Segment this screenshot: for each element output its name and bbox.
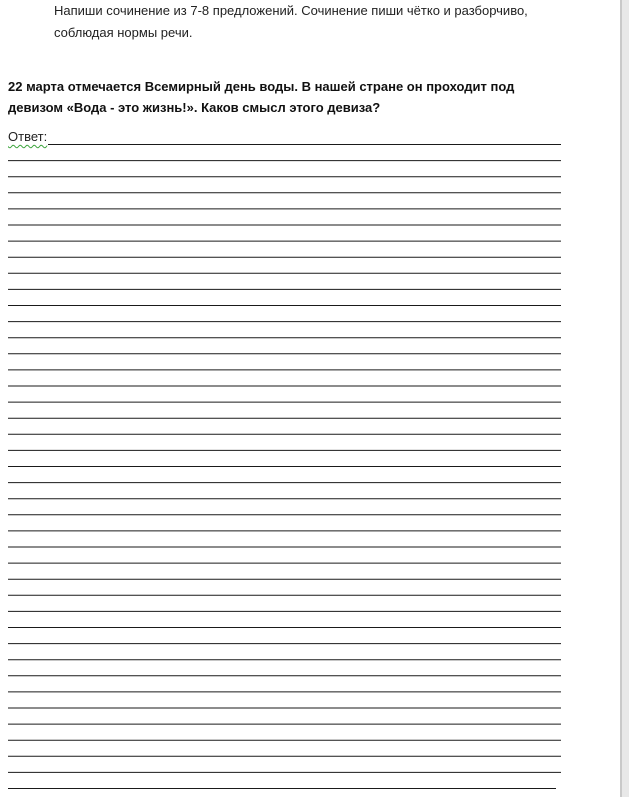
workspace-background — [622, 0, 629, 797]
instruction-text: Напиши сочинение из 7-8 предложений. Сочинение пиши чётко и разборчиво, соблюдая нормы речи. — [54, 3, 528, 40]
answer-label: Ответ: — [8, 129, 48, 144]
question-text: 22 марта отмечается Всемирный день воды. В нашей стране он проходит под девизом «Вода - это жизнь!». Каков смысл этого девиза? — [8, 79, 515, 115]
